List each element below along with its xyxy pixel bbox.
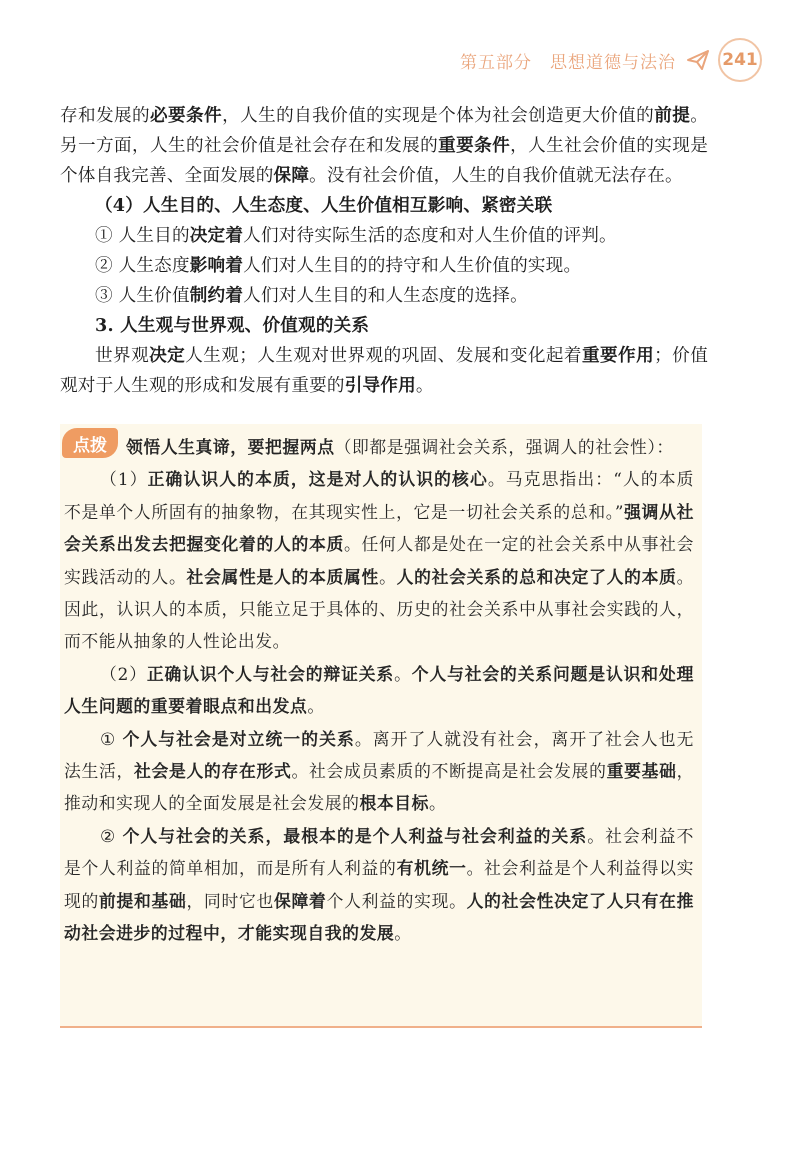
tip-sub-point-1 [64, 723, 694, 820]
heading-4: （4）人生目的、人生态度、人生价值相互影响、紧密关联 [95, 195, 553, 216]
emphasis-text: 社会是人的存在形式 [134, 761, 292, 782]
text-run: （即都是强调社会关系，强调人的社会性）： [334, 437, 674, 457]
emphasis-text: 影响着 [189, 255, 244, 276]
text-run: ，推动和实现人的全面发展是社会发展的 [64, 761, 694, 814]
emphasis-text: 重要作用 [581, 345, 655, 366]
text-run: 。离开了人就没有社会，离开了社会人也无法生活， [64, 728, 694, 782]
tip-box [60, 424, 702, 1028]
text-run: ，同时它也 [186, 890, 275, 911]
text-run: 个人利益的实现。 [326, 890, 467, 911]
emphasis-text: 个人与社会是对立统一的关系 [122, 728, 355, 749]
text-run: 。没有社会价值，人生的自我价值就无法存在。 [309, 166, 683, 186]
emphasis-text: 重要条件 [438, 135, 511, 156]
text-run: ，人生的自我价值的实现是个体为社会创造更大价值的 [222, 106, 655, 126]
text-run: 。社会利益不是个人利益的简单相加，而是所有人利益的 [64, 825, 694, 879]
text-run: 。因此，认识人的本质，只能立足于具体的、历史的社会关系中从事社会实践的人，而不能从抽象的人性论出发。 [64, 566, 695, 652]
tip-content [64, 431, 694, 950]
emphasis-text: 保障 [273, 165, 310, 186]
emphasis-text: 人的社会关系的总和决定了人的本质 [396, 566, 677, 587]
tip-point-2 [64, 658, 694, 723]
text-run: 。 [394, 923, 412, 944]
text-run: 。社会成员素质的不断提高是社会发展的 [291, 761, 607, 782]
paragraph-worldview [60, 341, 708, 401]
tip-badge: 点拨 [62, 428, 118, 458]
text-run: 。 [429, 793, 447, 814]
tip-point-1 [64, 463, 694, 657]
text-run: 。 [379, 566, 397, 587]
text-run: 人们对待实际生活的态度和对人生价值的评判。 [243, 226, 617, 246]
text-run: ② [100, 825, 123, 846]
text-run: 人们对人生目的的持守和人生价值的实现。 [243, 256, 582, 276]
text-run: 。马克思指出：“人的本质不是单个人所固有的抽象物，在其现实性上，它是一切社会关系的总和。” [64, 469, 695, 522]
emphasis-text: 正确认识个人与社会的辩证关系 [146, 663, 395, 684]
text-run: 世界观 [95, 346, 150, 366]
text-run: （1） [100, 469, 148, 490]
text-run: 人们对人生目的和人生态度的选择。 [243, 286, 528, 306]
text-run: 。任何人都是处在一定的社会关系中从事社会实践活动的人。 [64, 534, 694, 587]
emphasis-text: 根本目标 [359, 793, 430, 814]
heading-3: 3. 人生观与世界观、价值观的关系 [95, 315, 370, 336]
text-run: 存和发展的 [60, 106, 151, 126]
page-header [460, 38, 762, 82]
text-run: 。 [307, 696, 325, 717]
list-item-attitude [60, 251, 708, 281]
emphasis-text: 社会属性是人的本质属性 [186, 566, 380, 587]
text-run: ；价值观对于人生观的形成和发展有重要的 [60, 346, 708, 396]
text-run: ③ 人生价值 [95, 286, 190, 306]
emphasis-text: 领悟人生真谛，要把握两点 [126, 437, 335, 457]
text-run: ① [100, 728, 123, 749]
emphasis-text: 个人与社会的关系问题是认识和处理人生问题的重要着眼点和出发点 [64, 663, 694, 717]
paragraph-value-relation [60, 101, 708, 191]
text-run: 。社会利益是个人利益得以实现的 [64, 858, 694, 911]
text-run: 。 [394, 663, 412, 684]
emphasis-text: 决定 [149, 345, 186, 366]
text-run: 。另一方面，人生的社会价值是社会存在和发展的 [60, 106, 708, 156]
text-run: ② 人生态度 [95, 256, 190, 276]
emphasis-text: 制约着 [189, 285, 244, 306]
emphasis-text: 正确认识人的本质，这是对人的认识的核心 [147, 469, 488, 490]
page-number: 241 [718, 38, 762, 82]
text-run: ① 人生目的 [95, 226, 190, 246]
emphasis-text: 必要条件 [150, 105, 223, 126]
text-run: 。 [415, 376, 434, 396]
emphasis-text: 个人与社会的关系，最根本的是个人利益与社会利益的关系 [122, 825, 588, 846]
emphasis-text: 重要基础 [606, 761, 677, 782]
list-item-purpose [60, 221, 708, 251]
main-text [60, 101, 708, 401]
tip-intro [64, 431, 694, 463]
section-title: 第五部分 思想道德与法治 [460, 52, 676, 73]
emphasis-text: 保障着 [274, 890, 327, 911]
emphasis-text: 有机统一 [396, 858, 467, 879]
text-run: ，人生社会价值的实现是个体自我完善、全面发展的 [60, 136, 709, 186]
text-run: 人生观；人生观对世界观的巩固、发展和变化起着 [185, 346, 582, 366]
emphasis-text: 前提和基础 [99, 890, 187, 911]
emphasis-text: 强调从社会关系出发去把握变化着的人的本质 [64, 501, 694, 555]
text-run: （2） [100, 663, 147, 684]
paper-plane-icon [686, 49, 710, 71]
tip-sub-point-2 [64, 820, 694, 950]
emphasis-text: 引导作用 [344, 375, 416, 396]
emphasis-text: 人的社会性决定了人只有在推动社会进步的过程中，才能实现自我的发展 [64, 890, 694, 944]
list-item-value [60, 281, 708, 311]
emphasis-text: 前提 [654, 105, 691, 126]
emphasis-text: 决定着 [189, 225, 244, 246]
